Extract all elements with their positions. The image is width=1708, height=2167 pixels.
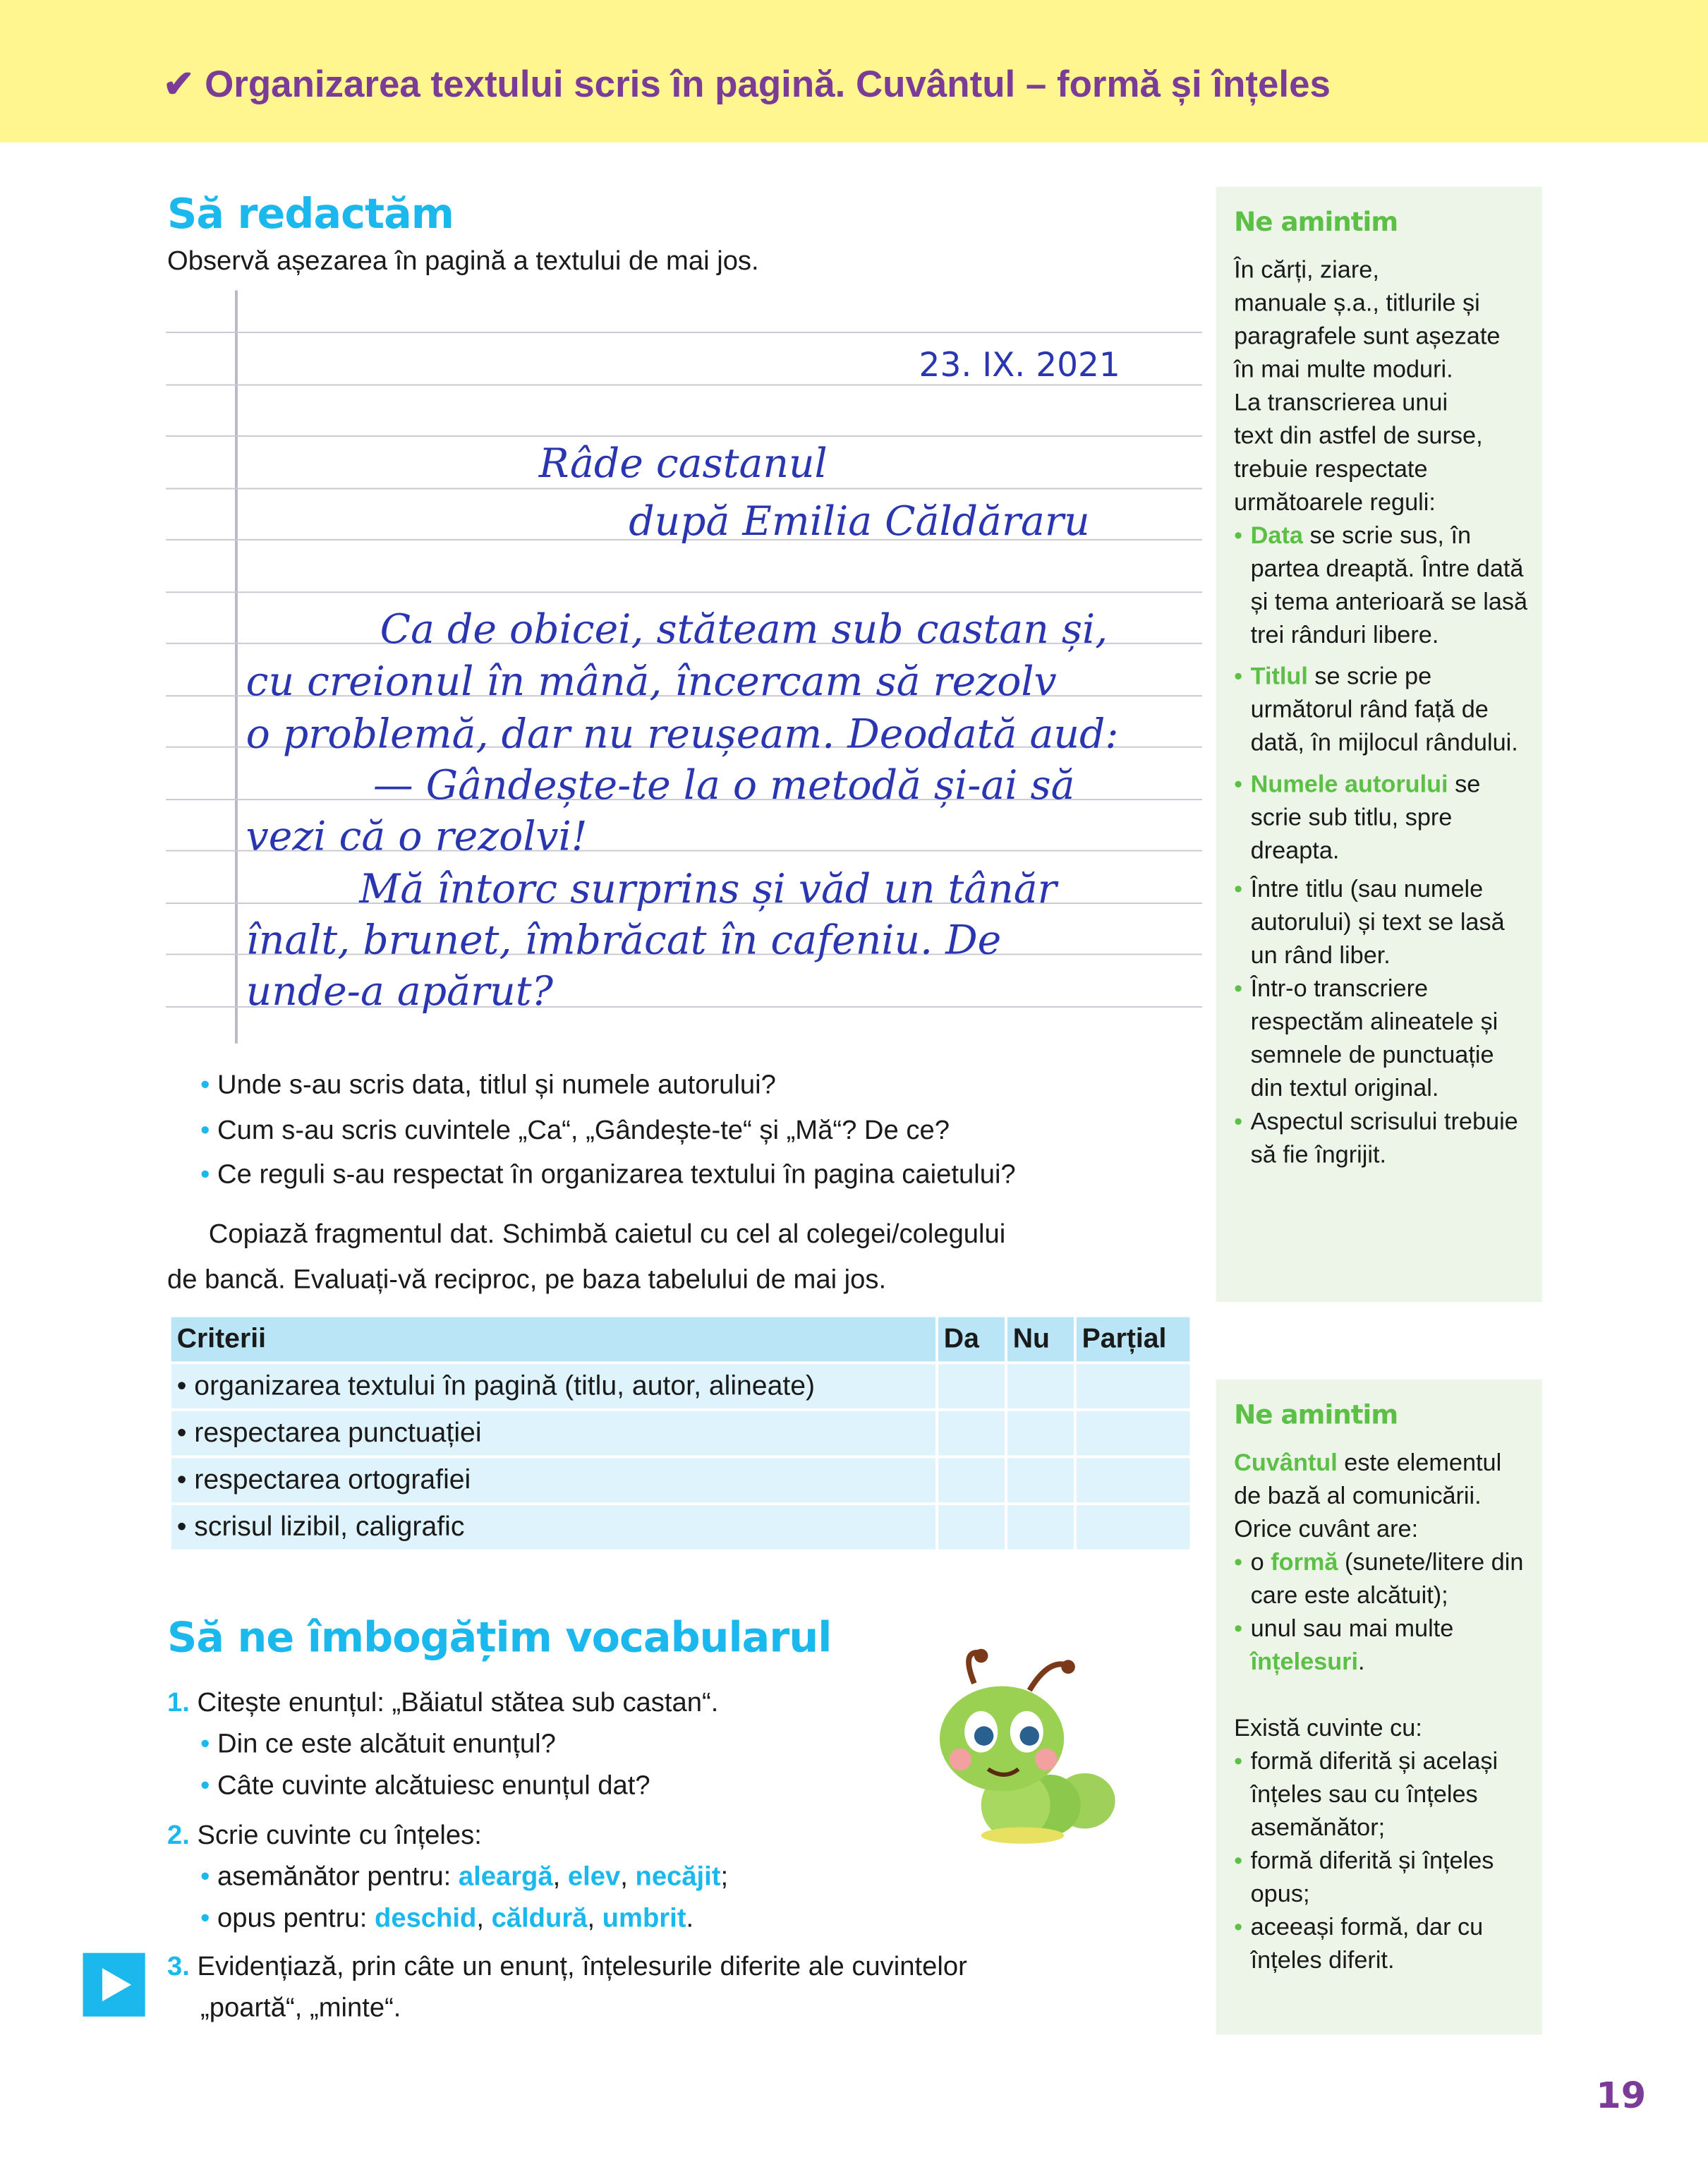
section-title-redactam: Să redactăm: [167, 191, 454, 239]
page-number: 19: [1596, 2075, 1647, 2118]
handwritten-line: unde-a apărut?: [246, 967, 554, 1015]
reminder-title: Ne amintim: [1234, 207, 1398, 238]
list-item: • aceeași formă, dar cu înțeles diferit.: [1234, 1910, 1528, 1976]
ruled-line: [166, 435, 1202, 437]
cell[interactable]: [1077, 1411, 1190, 1456]
cell[interactable]: [1007, 1505, 1074, 1550]
rule-item: • Aspectul scrisului trebuie să fie îngrijit.: [1234, 1104, 1528, 1171]
cell[interactable]: [1007, 1364, 1074, 1408]
handwritten-line: — Gândește-te la o metodă și-ai să: [373, 761, 1075, 809]
evaluation-table: [169, 1315, 1192, 1552]
rule-item: • Titlul se scrie pe următorul rând față de dată, în mijlocul rândului.: [1234, 659, 1528, 759]
exercise-2: 2. Scrie cuvinte cu înțeles:: [167, 1820, 482, 1851]
handwritten-title: Râde castanul: [538, 439, 828, 487]
word-definition: Cuvântul este elementul de bază al comunicării. Orice cuvânt are:: [1234, 1448, 1502, 1543]
table-row: [171, 1364, 1190, 1408]
criterion: • scrisul lizibil, caligrafic: [171, 1505, 935, 1550]
cell[interactable]: [1007, 1411, 1074, 1456]
cell[interactable]: [1077, 1458, 1190, 1502]
col-header: Da: [938, 1317, 1005, 1362]
cell[interactable]: [938, 1458, 1005, 1502]
intro-text: Observă așezarea în pagină a textului de mai jos.: [167, 246, 759, 277]
exercise-3: 3. Evidențiază, prin câte un enunț, înțelesurile diferite ale cuvintelor: [167, 1951, 967, 1982]
list-item: • formă diferită și înțeles opus;: [1234, 1844, 1528, 1910]
ruled-line: [166, 332, 1202, 333]
question: • Cum s-au scris cuvintele „Ca“, „Gândește-te“ și „Mă“? De ce?: [200, 1115, 950, 1146]
ruled-line: [166, 591, 1202, 592]
sub-question: • Din ce este alcătuit enunțul?: [200, 1729, 556, 1760]
antonyms-line: • opus pentru: deschid, căldură, umbrit.: [200, 1903, 694, 1934]
cell[interactable]: [938, 1505, 1005, 1550]
handwritten-line: Ca de obicei, stăteam sub castan și,: [380, 605, 1108, 653]
handwritten-line: Mă întorc surprins și văd un tânăr: [359, 865, 1057, 912]
handwritten-author: după Emilia Căldăraru: [629, 497, 1090, 545]
cell[interactable]: [938, 1364, 1005, 1408]
criterion: • respectarea punctuației: [171, 1411, 935, 1456]
play-icon: [83, 1953, 145, 2017]
word-types: [1234, 1744, 1528, 1976]
cell[interactable]: [1007, 1458, 1074, 1502]
cell[interactable]: [938, 1411, 1005, 1456]
criterion: • respectarea ortografiei: [171, 1458, 935, 1502]
list-item: • formă diferită și același înțeles sau cu înțeles asemănător;: [1234, 1744, 1528, 1844]
criterion: • organizarea textului în pagină (titlu, autor, alineate): [171, 1364, 935, 1408]
table-row: [171, 1458, 1190, 1502]
rule-item: • Data se scrie sus, în partea dreaptă. Între dată și tema anterioară se lasă trei rânduri libere.: [1234, 519, 1528, 651]
reminder-intro: În cărți, ziare, manuale ș.a., titlurile și paragrafele sunt așezate în mai multe moduri. La transcrierea unui text din astfel de surse, trebuie respectate următoarele reguli:: [1234, 255, 1501, 516]
rule-item: • Într-o transcriere respectăm alineatele și semnele de punctuație din textul original.: [1234, 972, 1528, 1104]
table-row: [171, 1411, 1190, 1456]
handwritten-line: înalt, brunet, îmbrăcat în cafeniu. De: [246, 916, 1002, 964]
word-properties: [1234, 1545, 1528, 1678]
margin-line: [235, 290, 237, 1043]
lesson-title: ✔ Organizarea textului scris în pagină. Cuvântul – formă și înțeles: [163, 64, 1331, 105]
list-item: • unul sau mai multe înțelesuri.: [1234, 1612, 1528, 1678]
exercise-1: 1. Citește enunțul: „Băiatul stătea sub castan“.: [167, 1687, 719, 1718]
rule-item: • Între titlu (sau numele autorului) și text se lasă un rând liber.: [1234, 872, 1528, 972]
task-text: Copiază fragmentul dat. Schimbă caietul cu cel al colegei/colegului: [208, 1219, 1006, 1250]
rules-list: [1234, 519, 1528, 1171]
cell[interactable]: [1077, 1364, 1190, 1408]
col-header: Criterii: [171, 1317, 935, 1362]
handwritten-line: o problemă, dar nu reușeam. Deodată aud:: [246, 710, 1119, 758]
sub-question: • Câte cuvinte alcătuiesc enunțul dat?: [200, 1770, 650, 1801]
col-header: Parțial: [1077, 1317, 1190, 1362]
col-header: Nu: [1007, 1317, 1074, 1362]
table-row: [171, 1505, 1190, 1550]
question: • Unde s-au scris data, titlul și numele autorului?: [200, 1070, 776, 1101]
section-title-vocabular: Să ne îmbogățim vocabularul: [167, 1614, 832, 1663]
reminder-title: Ne amintim: [1234, 1400, 1398, 1431]
cell[interactable]: [1077, 1505, 1190, 1550]
caterpillar-illustration: [919, 1642, 1127, 1857]
notebook-image: [166, 290, 1202, 1043]
ruled-line: [166, 487, 1202, 488]
rule-item: • Numele autorului se scrie sub titlu, spre dreapta.: [1234, 767, 1528, 867]
synonyms-line: • asemănător pentru: aleargă, elev, necăjit;: [200, 1861, 729, 1893]
play-button[interactable]: [83, 1953, 145, 2017]
handwritten-date: 23. IX. 2021: [919, 345, 1120, 385]
reminder-box-2: [1216, 1380, 1542, 2034]
exercise-3-words: „poartă“, „minte“.: [200, 1993, 401, 2024]
reminder-box-1: [1216, 186, 1542, 1302]
handwritten-line: cu creionul în mână, încercam să rezolv: [246, 658, 1057, 705]
task-text: de bancă. Evaluați-vă reciproc, pe baza tabelului de mai jos.: [167, 1264, 887, 1296]
list-item: • o formă (sunete/litere din care este alcătuit);: [1234, 1545, 1528, 1612]
word-types-intro: Există cuvinte cu:: [1234, 1713, 1422, 1742]
handwritten-line: vezi că o rezolvi!: [246, 812, 588, 860]
question: • Ce reguli s-au respectat în organizarea textului în pagina caietului?: [200, 1159, 1016, 1190]
